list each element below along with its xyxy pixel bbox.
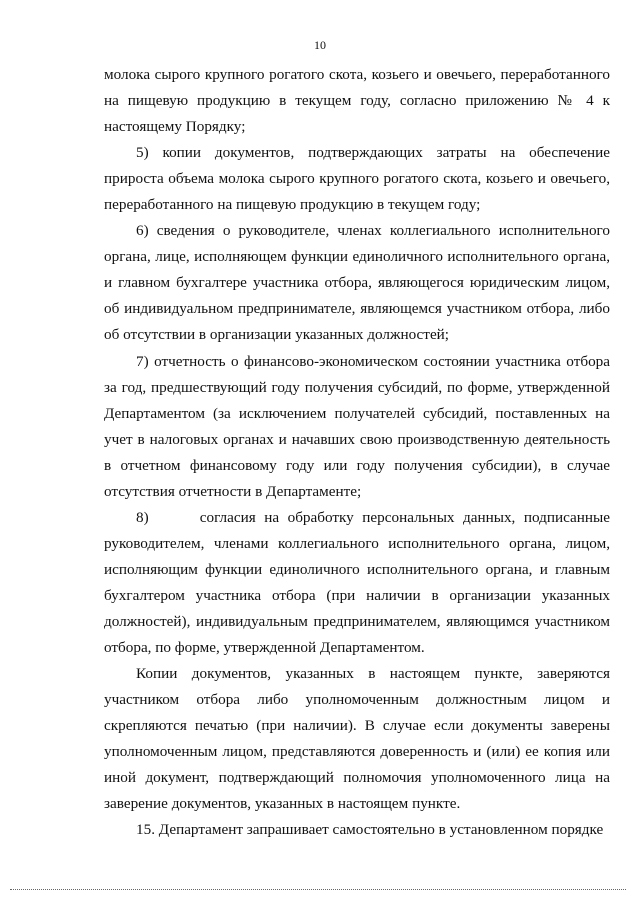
- paragraph-item-8: 8) согласия на обработку персональных данных, подписанные руководителем, членами коллегиального исполнительного органа, лицом, исполняющим функции единоличного исполнительного органа, и главным бухгалтером участника отбора (при наличии в организации указанных должностей), индивидуальным предпринимателем, являющимся участником отбора, по форме, утвержденной Департаментом.: [104, 508, 610, 657]
- paragraph-copies: Копии документов, указанных в настоящем пункте, заверяются участником отбора либо уполномоченным должностным лицом и скрепляются печатью (при наличии). В случае если документы заверены уполномоченным лицом, представляются доверенность и (или) ее копия или иной документ, подтверждающий полномочия уполномоченного лица на заверение документов, указанных в настоящем пункте.: [104, 665, 610, 813]
- paragraph-item-15: 15. Департамент запрашивает самостоятельно в установленном порядке: [136, 821, 604, 839]
- footer-divider: [10, 889, 626, 891]
- paragraph-item-5: 5) копии документов, подтверждающих затраты на обеспечение прироста объема молока сырого крупного рогатого скота, козьего и овечьего, переработанного на пищевую продукцию в текущем году;: [104, 144, 610, 214]
- paragraph-item-7: 7) отчетность о финансово-экономическом состоянии участника отбора за год, предшествующий году получения субсидий, по форме, утвержденной Департаментом (за исключением получателей субсидий, поставленных на учет в налоговых органах и начавших свою производственную деятельность в отчетном финансовому году или году получения субсидии), в случае отсутствия отчетности в Департаменте;: [104, 352, 610, 500]
- paragraph-item-6: 6) сведения о руководителе, членах коллегиального исполнительного органа, лице, исполняющем функции единоличного исполнительного органа, и главном бухгалтере участника отбора, являющегося юридическим лицом, об индивидуальном предпринимателе, являющемся участником отбора, либо об отсутствии в организации указанных должностей;: [104, 222, 610, 344]
- document-body: [104, 62, 610, 843]
- paragraph-continuation: молока сырого крупного рогатого скота, козьего и овечьего, переработанного на пищевую продукцию в текущем году, согласно приложению № 4 к настоящему Порядку;: [104, 66, 610, 136]
- page-number: 10: [314, 38, 326, 52]
